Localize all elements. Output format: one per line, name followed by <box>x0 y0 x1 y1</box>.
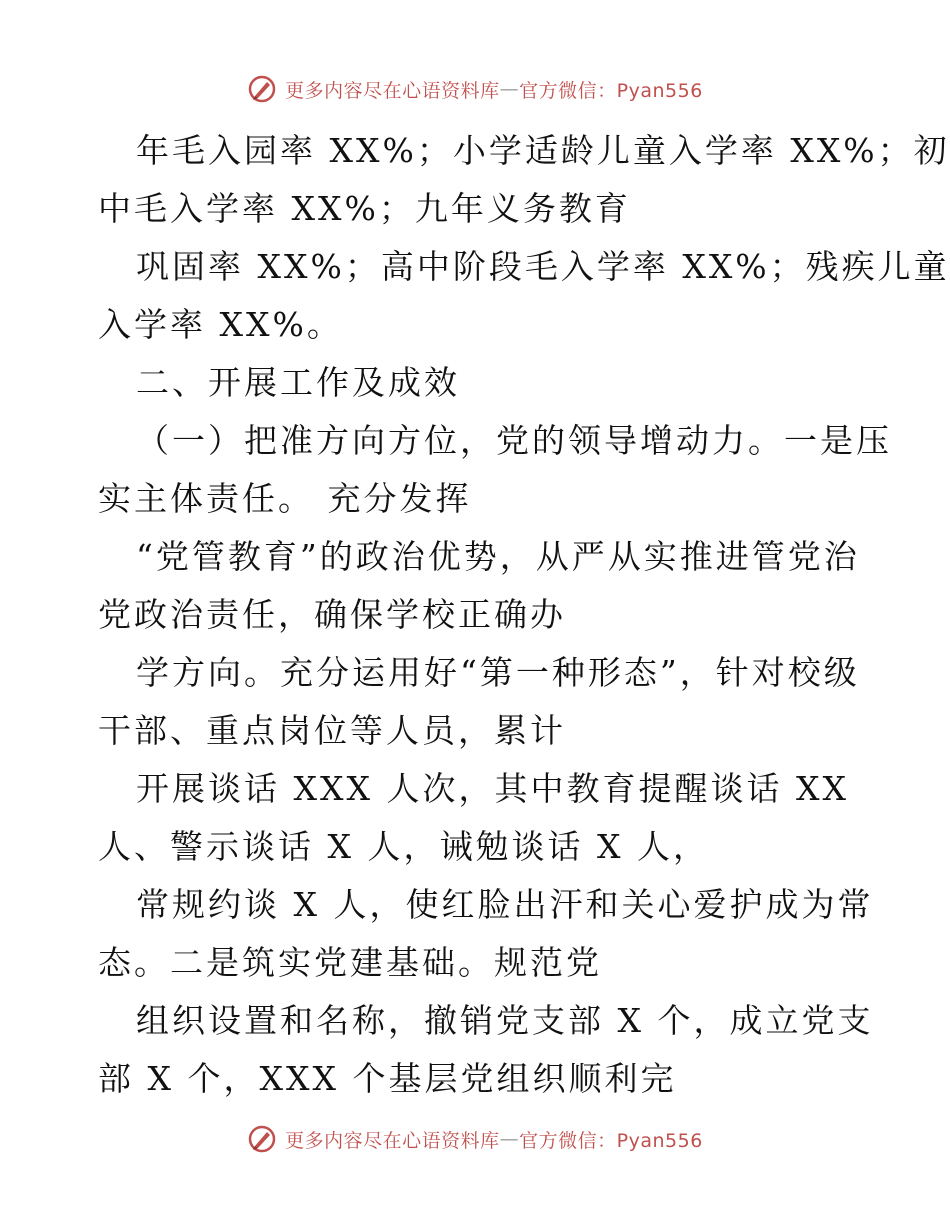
body-line: 实主体责任。 充分发挥 <box>98 479 472 518</box>
header-banner-wechat: 官方微信：Pyan556 <box>519 79 703 102</box>
body-line: 巩固率 XX%；高中阶段毛入学率 XX%；残疾儿童 <box>136 247 950 286</box>
body-line: 部 X 个，XXX 个基层党组织顺利完 <box>98 1059 677 1098</box>
body-line: （一）把准方向方位，党的领导增动力。一是压 <box>136 421 892 460</box>
footer-banner-separator: — <box>499 1128 520 1150</box>
footer-banner-wechat: 官方微信：Pyan556 <box>519 1129 703 1152</box>
body-line: 中毛入学率 XX%；九年义务教育 <box>98 189 631 228</box>
body-line: 学方向。充分运用好“第一种形态”，针对校级 <box>136 653 860 692</box>
body-line: 组织设置和名称，撤销党支部 X 个，成立党支 <box>136 1001 874 1040</box>
body-line: 入学率 XX%。 <box>98 305 343 344</box>
body-line: 年毛入园率 XX%；小学适龄儿童入学率 XX%；初 <box>136 131 950 170</box>
section-heading: 二、开展工作及成效 <box>136 363 460 402</box>
header-banner <box>0 74 950 104</box>
body-line: 开展谈话 XXX 人次，其中教育提醒谈话 XX <box>136 769 849 808</box>
body-line: 常规约谈 X 人，使红脸出汗和关心爱护成为常 <box>136 885 874 924</box>
footer-banner <box>0 1124 950 1154</box>
body-line: 党政治责任，确保学校正确办 <box>98 595 566 634</box>
body-line: 干部、重点岗位等人员，累计 <box>98 711 566 750</box>
footer-banner-main: 更多内容尽在心语资料库 <box>285 1129 500 1152</box>
header-banner-main: 更多内容尽在心语资料库 <box>285 79 500 102</box>
header-banner-separator: — <box>499 78 520 100</box>
body-line: 人、警示谈话 X 人，诫勉谈话 X 人， <box>98 827 709 866</box>
body-line: 态。二是筑实党建基础。规范党 <box>98 943 602 982</box>
document-body <box>98 122 950 1108</box>
pen-logo-icon <box>247 1124 277 1154</box>
body-line: “党管教育”的政治优势，从严从实推进管党治 <box>136 537 860 576</box>
pen-logo-icon <box>247 74 277 104</box>
